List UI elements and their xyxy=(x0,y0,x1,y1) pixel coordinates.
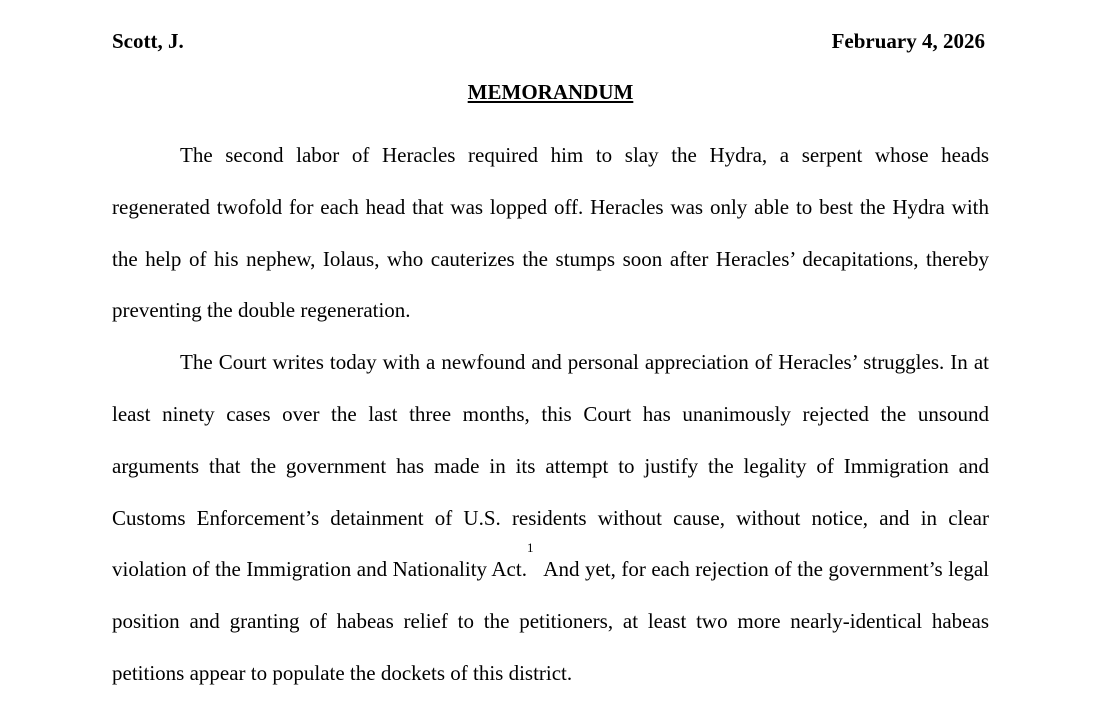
document-body xyxy=(112,130,995,700)
paragraph-2 xyxy=(112,337,995,700)
judge-name: Scott, J. xyxy=(112,29,184,53)
paragraph-2-text-before-footnote: The Court writes today with a newfound and personal appreciation of Heracles’ struggles. In at least ninety cases over the last three months, this Court has unanimously rejected the unsound arguments that the government has made in its attempt to justify the legality of Immigration and Customs Enforcement’s detainment of U.S. residents without cause, without notice, and in clear violation of the Immigration and Nationality Act. xyxy=(112,350,989,582)
document-title: MEMORANDUM xyxy=(467,80,634,104)
document-header xyxy=(112,28,989,54)
paragraph-1: The second labor of Heracles required him to slay the Hydra, a serpent whose heads regenerated twofold for each head that was lopped off. Heracles was only able to best the Hydra with the help of his nephew, Iolaus, who cauterizes the stumps soon after Heracles’ decapitations, thereby preventing the double regeneration. xyxy=(112,143,989,323)
footnote-reference[interactable]: 1 xyxy=(526,540,534,556)
paragraph-2-text-after-footnote: And yet, for each rejection of the government’s legal position and granting of habeas relief to the petitioners, at least two more nearly-identical habeas petitions appear to populate the dockets of this district. xyxy=(112,557,995,685)
document-date: February 4, 2026 xyxy=(831,29,985,53)
